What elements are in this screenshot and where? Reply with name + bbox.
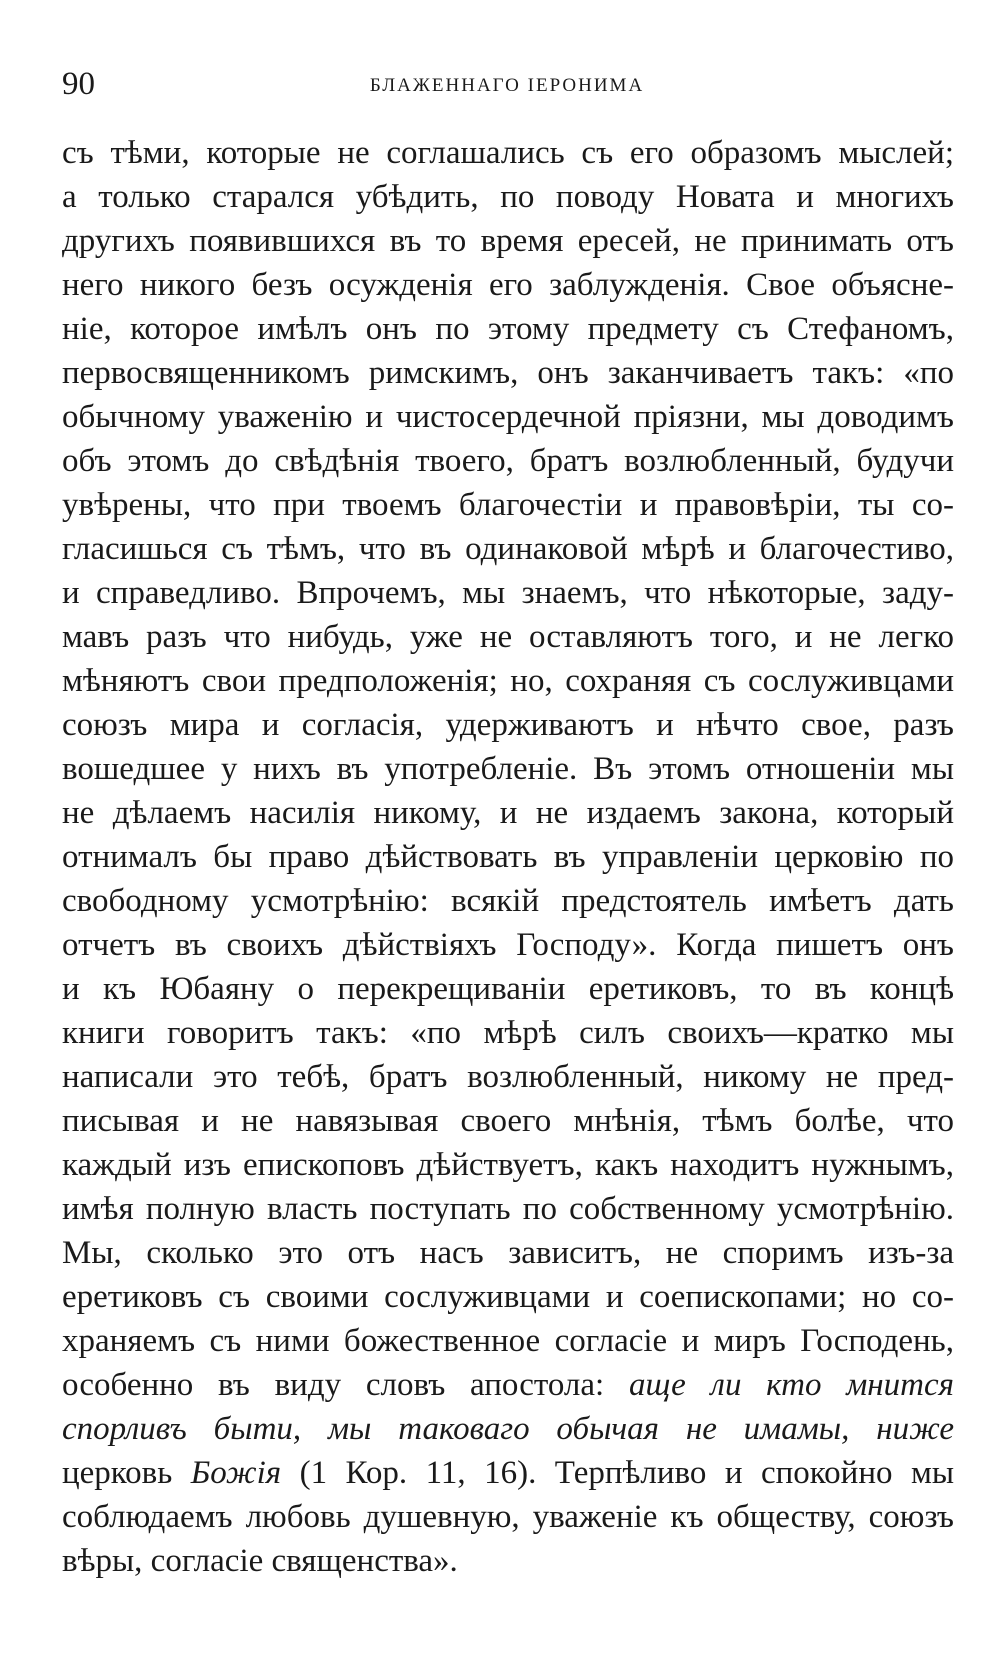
text-segment: объ этомъ до свѣдѣнія твоего, братъ возлюбленный, будучи bbox=[62, 443, 954, 479]
text-line bbox=[62, 791, 954, 835]
text-line bbox=[62, 879, 954, 923]
text-segment: отнималъ бы право дѣйствовать въ управленіи церковію по bbox=[62, 839, 954, 875]
body-text bbox=[62, 131, 954, 1583]
text-segment: соблюдаемъ любовь душевную, уваженіе къ обществу, союзъ bbox=[62, 1499, 954, 1535]
text-line bbox=[62, 835, 954, 879]
text-line bbox=[62, 1363, 954, 1407]
text-segment: союзъ мира и согласія, удерживаютъ и нѣчто свое, разъ bbox=[62, 707, 954, 743]
text-segment: увѣрены, что при твоемъ благочестіи и правовѣріи, ты со- bbox=[62, 487, 954, 523]
text-segment: отчетъ въ своихъ дѣйствіяхъ Господу». Когда пишетъ онъ bbox=[62, 927, 954, 963]
text-segment: обычному уваженію и чистосердечной пріязни, мы доводимъ bbox=[62, 399, 954, 435]
text-line bbox=[62, 483, 954, 527]
text-line bbox=[62, 1187, 954, 1231]
text-segment: а только старался убѣдить, по поводу Новата и многихъ bbox=[62, 179, 954, 215]
text-line bbox=[62, 1495, 954, 1539]
text-line bbox=[62, 1231, 954, 1275]
text-line bbox=[62, 659, 954, 703]
text-segment: писывая и не навязывая своего мнѣнія, тѣмъ болѣе, что bbox=[62, 1103, 954, 1139]
text-segment: съ тѣми, которые не соглашались съ его образомъ мыслей; bbox=[62, 135, 954, 171]
text-line bbox=[62, 1099, 954, 1143]
text-line bbox=[62, 1011, 954, 1055]
text-line bbox=[62, 1275, 954, 1319]
text-line bbox=[62, 439, 954, 483]
text-segment: первосвященникомъ римскимъ, онъ заканчиваетъ такъ: «по bbox=[62, 355, 954, 391]
text-line bbox=[62, 175, 954, 219]
text-line bbox=[62, 1407, 954, 1451]
page-header bbox=[62, 64, 952, 108]
text-segment: другихъ появившихся въ то время ересей, не принимать отъ bbox=[62, 223, 954, 259]
page-number: 90 bbox=[62, 66, 95, 102]
text-line bbox=[62, 1055, 954, 1099]
text-line bbox=[62, 219, 954, 263]
running-head: БЛАЖЕННАГО ІЕРОНИМА bbox=[369, 75, 645, 96]
text-line bbox=[62, 1143, 954, 1187]
text-segment: книги говоритъ такъ: «по мѣрѣ силъ своихъ—кратко мы bbox=[62, 1015, 954, 1051]
text-line bbox=[62, 923, 954, 967]
text-segment: написали это тебѣ, братъ возлюбленный, никому не пред- bbox=[62, 1059, 954, 1095]
text-line bbox=[62, 307, 954, 351]
text-segment: ніе, которое имѣлъ онъ по этому предмету съ Стефаномъ, bbox=[62, 311, 954, 347]
italic-text-segment: аще ли кто мнится bbox=[628, 1367, 954, 1403]
text-line bbox=[62, 351, 954, 395]
text-segment: свободному усмотрѣнію: всякій предстоятель имѣетъ дать bbox=[62, 883, 954, 919]
text-segment: еретиковъ съ своими сослуживцами и соепископами; но со- bbox=[62, 1279, 954, 1315]
text-segment: особенно въ виду словъ апостола: bbox=[62, 1367, 629, 1403]
text-segment: мѣняютъ свои предположенія; но, сохраняя съ сослуживцами bbox=[62, 663, 954, 699]
text-line bbox=[62, 1539, 954, 1583]
text-segment: церковь bbox=[62, 1455, 191, 1491]
text-line bbox=[62, 967, 954, 1011]
text-line bbox=[62, 571, 954, 615]
text-line bbox=[62, 703, 954, 747]
text-segment: вѣры, согласіе священства». bbox=[62, 1543, 458, 1579]
text-line bbox=[62, 747, 954, 791]
text-segment: Мы, сколько это отъ насъ зависитъ, не споримъ изъ-за bbox=[62, 1235, 954, 1271]
text-segment: храняемъ съ ними божественное согласіе и миръ Господень, bbox=[62, 1323, 954, 1359]
text-line bbox=[62, 1451, 954, 1495]
text-segment: не дѣлаемъ насилія никому, и не издаемъ закона, который bbox=[62, 795, 954, 831]
text-segment: каждый изъ епископовъ дѣйствуетъ, какъ находитъ нужнымъ, bbox=[62, 1147, 954, 1183]
text-segment: мавъ разъ что нибудь, уже не оставляютъ того, и не легко bbox=[62, 619, 954, 655]
text-segment: (1 Кор. 11, 16). Терпѣливо и спокойно мы bbox=[281, 1455, 954, 1491]
italic-text-segment: спорливъ быти, мы таковаго обычая не имамы, ниже bbox=[62, 1411, 954, 1447]
text-line bbox=[62, 1319, 954, 1363]
text-line bbox=[62, 395, 954, 439]
text-segment: и справедливо. Впрочемъ, мы знаемъ, что нѣкоторые, заду- bbox=[62, 575, 954, 611]
text-segment: гласишься съ тѣмъ, что въ одинаковой мѣрѣ и благочестиво, bbox=[62, 531, 954, 567]
italic-text-segment: Божія bbox=[190, 1455, 282, 1491]
text-segment: имѣя полную власть поступать по собственному усмотрѣнію. bbox=[62, 1191, 954, 1227]
text-segment: него никого безъ осужденія его заблужденія. Свое объясне- bbox=[62, 267, 954, 303]
text-line bbox=[62, 527, 954, 571]
text-segment: и къ Юбаяну о перекрещиваніи еретиковъ, то въ концѣ bbox=[62, 971, 954, 1007]
text-line bbox=[62, 263, 954, 307]
text-line bbox=[62, 131, 954, 175]
text-line bbox=[62, 615, 954, 659]
text-segment: вошедшее у нихъ въ употребленіе. Въ этомъ отношеніи мы bbox=[62, 751, 954, 787]
